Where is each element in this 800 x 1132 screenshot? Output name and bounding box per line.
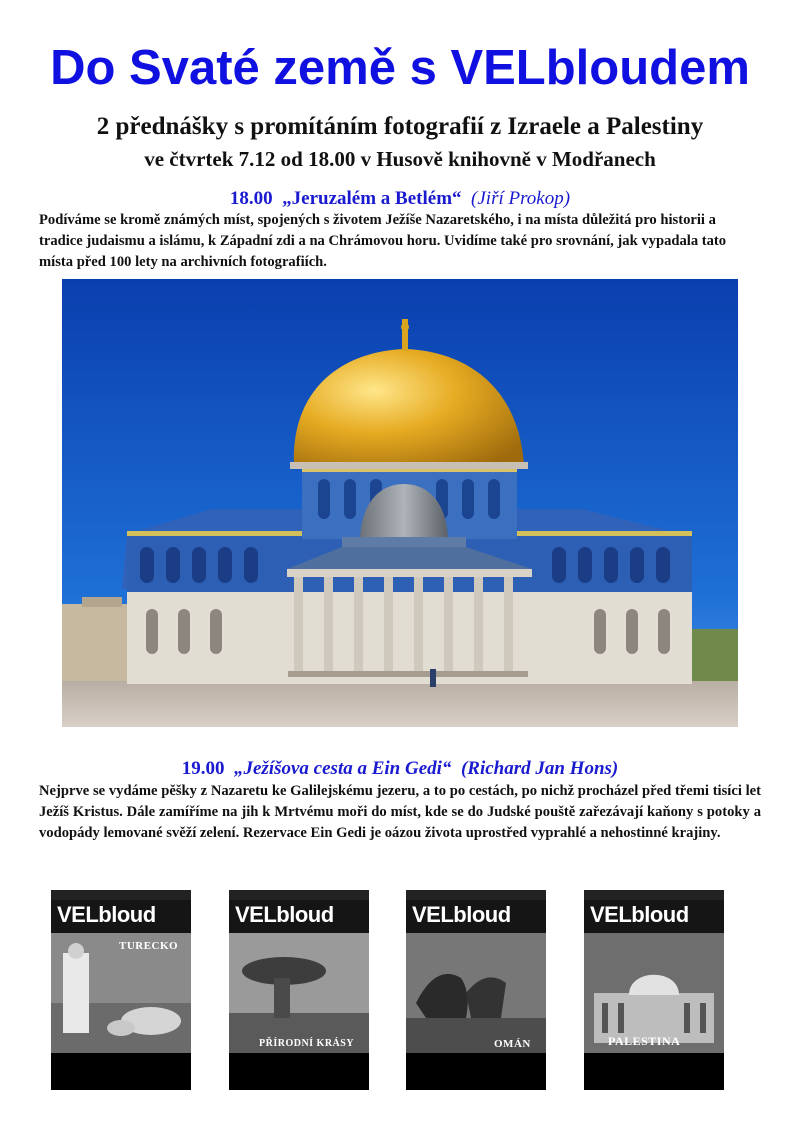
talk2-heading	[0, 757, 800, 781]
talk2-description: Nejprve se vydáme pěšky z Nazaretu ke Galilejskému jezeru, a to po cestách, po nichž procházel před třemi tisíci let Ježíš Kristus. Dále zamíříme na jih k Mrtvému moři do míst, kde se do Judské pouště zařezávají kaňony s potoky a vodopády lemované svěží zelení. Rezervace Ein Gedi je oázou života uprostřed vyprahlé a nehostinné krajiny.	[39, 783, 761, 841]
cover-country: TURECKO	[119, 940, 179, 952]
magazine-cover-prirodni-krasy	[229, 890, 369, 1090]
poster-subtitle: 2 přednášky s promítáním fotografií z Izraele a Palestiny	[96, 113, 704, 140]
cover-photo	[229, 933, 369, 1053]
cover-country: OMÁN	[494, 1038, 531, 1050]
magazine-covers	[0, 890, 800, 1092]
talk1-title: „Jeruzalém a Betlém“	[282, 188, 462, 209]
cover-filmstrip	[229, 1053, 369, 1090]
cover-strip	[584, 890, 724, 900]
talk1-speaker: (Jiří Prokop)	[471, 188, 571, 209]
talk2-time: 19.00	[181, 758, 225, 779]
cover-country: PALESTINA	[608, 1034, 681, 1048]
talk1-time: 18.00	[229, 188, 273, 209]
cover-filmstrip	[51, 1053, 191, 1090]
talk2-title: „Ježíšova cesta a Ein Gedi“	[234, 758, 452, 779]
dome-of-the-rock-photo	[62, 279, 738, 727]
cover-filmstrip	[406, 1053, 546, 1090]
cover-logo: VELbloud	[57, 902, 156, 927]
cover-photo	[406, 933, 546, 1053]
talk1-heading	[0, 187, 800, 211]
cover-strip	[229, 890, 369, 900]
cover-strip	[51, 890, 191, 900]
cover-strip	[406, 890, 546, 900]
magazine-cover-turecko	[51, 890, 191, 1090]
magazine-cover-oman	[406, 890, 546, 1090]
talk1-description: Podíváme se kromě známých míst, spojených s životem Ježíše Nazaretského, i na místa důležitá pro historii a tradice judaismu a islámu, k Západní zdi a na Chrámovou horu. Uvidíme také pro srovnání, jak vypadala tato místa před 100 lety na archivních fotografiích.	[39, 212, 727, 270]
talk2-speaker: (Richard Jan Hons)	[460, 758, 619, 779]
cover-logo: VELbloud	[235, 902, 334, 927]
cover-logo: VELbloud	[412, 902, 511, 927]
cover-filmstrip	[584, 1053, 724, 1090]
event-date-venue: ve čtvrtek 7.12 od 18.00 v Husově knihovně v Modřanech	[144, 147, 656, 171]
cover-country: PŘÍRODNÍ KRÁSY	[259, 1038, 355, 1049]
magazine-cover-palestina	[584, 890, 724, 1090]
cover-logo: VELbloud	[590, 902, 689, 927]
poster-title: Do Svaté země s VELbloudem	[50, 41, 750, 95]
